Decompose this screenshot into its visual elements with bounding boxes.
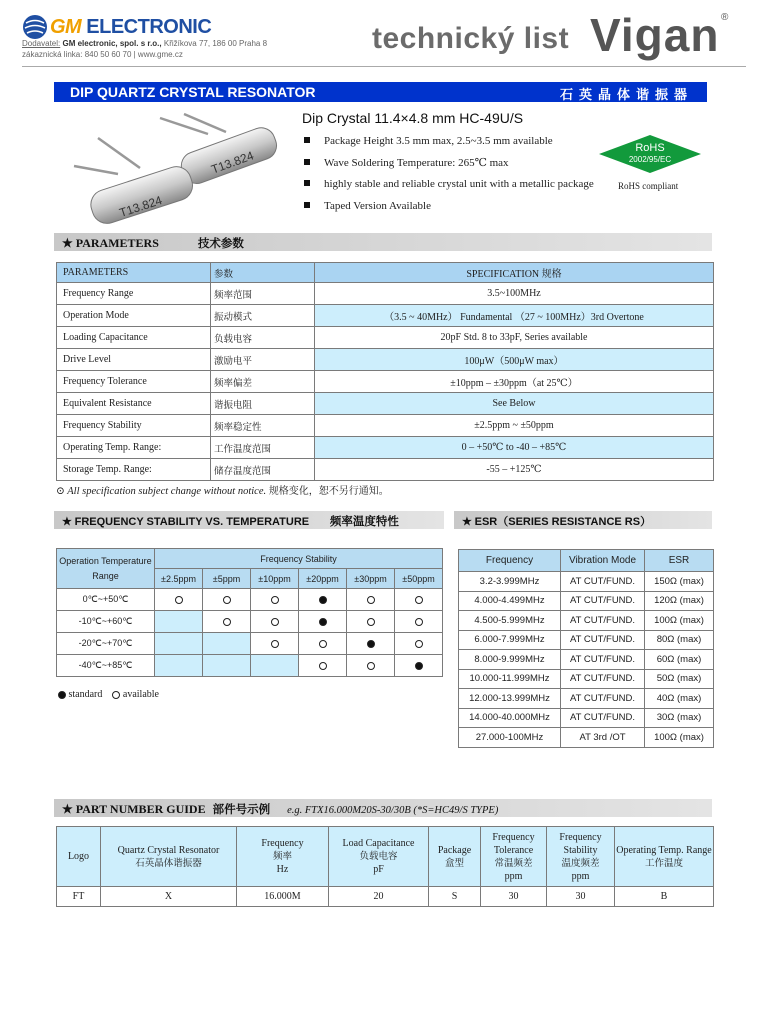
available-circle-icon <box>415 596 423 604</box>
esr-cell: 10.000-11.999MHz <box>459 669 561 689</box>
esr-cell: 150Ω (max) <box>645 572 714 592</box>
header-divider <box>22 66 746 67</box>
bullet-square-icon <box>304 202 310 208</box>
stability-cell <box>395 589 443 611</box>
freq-stability-table <box>56 548 443 677</box>
part-number-value-cell: 30 <box>481 887 547 907</box>
star-icon: ★ <box>462 516 472 528</box>
freq-stability-title-cn: 频率温度特性 <box>329 514 399 528</box>
esr-cell: 3.2-3.999MHz <box>459 572 561 592</box>
available-circle-icon <box>367 618 375 626</box>
esr-table <box>458 549 714 748</box>
stability-cell <box>347 611 395 633</box>
part-number-value-cell: B <box>615 887 714 907</box>
table-row <box>57 589 443 611</box>
part-number-value-cell: 20 <box>329 887 429 907</box>
available-circle-icon <box>175 596 183 604</box>
esr-cell: AT CUT/FUND. <box>561 708 645 728</box>
table-header-row <box>57 827 714 887</box>
empty-cell <box>155 611 203 633</box>
table-row: Frequency Tolerance 频率偏差 ±10ppm – ±30ppm（at 25℃） <box>57 371 714 393</box>
esr-cell: 6.000-7.999MHz <box>459 630 561 650</box>
esr-cell: 14.000-40.000MHz <box>459 708 561 728</box>
bullet-square-icon <box>304 159 310 165</box>
table-row <box>459 611 714 631</box>
esr-cell: AT 3rd /OT <box>561 728 645 748</box>
table-row <box>57 633 443 655</box>
vigan-logo-text: Vigan <box>590 9 720 61</box>
part-number-value-cell: 30 <box>547 887 615 907</box>
parameters-table <box>56 262 714 481</box>
table-row <box>459 650 714 670</box>
star-icon: ★ <box>62 802 73 816</box>
esr-cell: 100Ω (max) <box>645 611 714 631</box>
stability-cell <box>395 611 443 633</box>
table-row <box>459 689 714 709</box>
crystal-photo <box>60 110 286 226</box>
stability-cell <box>347 655 395 677</box>
part-number-header-cell: Frequency Stability 温度频差 ppm <box>547 827 615 887</box>
temperature-range-cell: -20℃~+70℃ <box>57 633 155 655</box>
distributor-address: Křižíkova 77, 186 00 Praha 8 <box>163 39 268 48</box>
part-number-value-cell: 16.000M <box>237 887 329 907</box>
crystal-front <box>74 138 196 226</box>
stability-cell <box>299 611 347 633</box>
part-number-value-cell: FT <box>57 887 101 907</box>
stability-cell <box>251 589 299 611</box>
available-circle-icon <box>271 640 279 648</box>
table-header-row: ±2.5ppm ±5ppm ±10ppm ±20ppm ±30ppm ±50ppm <box>57 569 443 589</box>
available-circle-icon <box>319 640 327 648</box>
table-header-row: PARAMETERS 参数 SPECIFICATION 规格 <box>57 263 714 283</box>
table-row: Operation Mode 振动模式 （3.5 ~ 40MHz） Fundamental （27 ~ 100MHz）3rd Overtone <box>57 305 714 327</box>
stability-cell <box>299 589 347 611</box>
rohs-line2: 2002/95/EC <box>628 155 672 164</box>
table-row: Frequency Stability 频率稳定性 ±2.5ppm ~ ±50ppm <box>57 415 714 437</box>
distributor-name: GM electronic, spol. s r.o., <box>62 39 162 48</box>
table-row <box>459 591 714 611</box>
part-number-header-cell: Load Capacitance 负载电容 pF <box>329 827 429 887</box>
title-cn: 石英晶体谐振器 <box>559 88 693 103</box>
part-number-section-bar <box>54 799 712 817</box>
stability-cell <box>155 589 203 611</box>
available-circle-icon <box>367 662 375 670</box>
star-icon: ★ <box>62 516 72 528</box>
available-circle-icon <box>367 596 375 604</box>
vigan-logo <box>590 8 730 62</box>
feature-item: Package Height 3.5 mm max, 2.5~3.5 mm available <box>304 133 624 155</box>
star-icon: ★ <box>62 236 73 250</box>
note-en: All specification subject change without notice. <box>67 486 267 497</box>
empty-cell <box>251 655 299 677</box>
empty-cell <box>155 655 203 677</box>
gm-logo-main: GM <box>50 16 82 38</box>
table-row <box>459 572 714 592</box>
esr-cell: 27.000-100MHz <box>459 728 561 748</box>
esr-cell: 4.000-4.499MHz <box>459 591 561 611</box>
product-title-bar <box>54 82 707 102</box>
part-number-title-cn: 部件号示例 <box>212 802 271 816</box>
part-number-table <box>56 826 714 907</box>
standard-dot-icon <box>367 640 375 648</box>
part-number-value-cell: X <box>101 887 237 907</box>
freq-stability-section-bar <box>54 511 444 529</box>
part-number-header-cell: Operating Temp. Range 工作温度 <box>615 827 714 887</box>
available-circle-icon <box>223 596 231 604</box>
stability-cell <box>203 611 251 633</box>
bullet-square-icon <box>304 180 310 186</box>
stability-cell <box>299 633 347 655</box>
table-row <box>57 887 714 907</box>
available-circle-icon <box>112 691 120 699</box>
distributor-label: Dodavatel: <box>22 39 61 48</box>
part-number-header-cell: Frequency Tolerance 常温频差 ppm <box>481 827 547 887</box>
temperature-range-cell: -40℃~+85℃ <box>57 655 155 677</box>
esr-cell: AT CUT/FUND. <box>561 669 645 689</box>
stability-cell <box>395 633 443 655</box>
table-row: Frequency Range 频率范围 3.5~100MHz <box>57 283 714 305</box>
part-number-header-cell: Quartz Crystal Resonator 石英晶体谐振器 <box>101 827 237 887</box>
esr-cell: AT CUT/FUND. <box>561 572 645 592</box>
stability-cell <box>299 655 347 677</box>
esr-cell: AT CUT/FUND. <box>561 630 645 650</box>
stability-cell <box>347 589 395 611</box>
temperature-range-cell: 0℃~+50℃ <box>57 589 155 611</box>
stability-cell <box>395 655 443 677</box>
esr-cell: 12.000-13.999MHz <box>459 689 561 709</box>
available-circle-icon <box>223 618 231 626</box>
available-circle-icon <box>319 662 327 670</box>
spec-change-note <box>56 482 389 497</box>
table-row <box>459 708 714 728</box>
crystal-marking-front: T13.824 <box>117 193 164 220</box>
company-info <box>22 38 267 60</box>
part-number-header-cell: Package 盒型 <box>429 827 481 887</box>
feature-item: Taped Version Available <box>304 198 624 220</box>
table-row <box>57 611 443 633</box>
standard-dot-icon <box>319 596 327 604</box>
table-row: Loading Capacitance 负载电容 20pF Std. 8 to 33pF, Series available <box>57 327 714 349</box>
available-circle-icon <box>271 618 279 626</box>
title-en: DIP QUARTZ CRYSTAL RESONATOR <box>70 84 316 100</box>
gm-globe-icon <box>22 14 48 40</box>
legend-standard: standard <box>68 689 103 700</box>
stability-cell <box>347 633 395 655</box>
freq-stability-title-en: FREQUENCY STABILITY VS. TEMPERATURE <box>74 516 310 528</box>
stability-cell <box>251 633 299 655</box>
empty-cell <box>203 655 251 677</box>
stability-cell <box>251 611 299 633</box>
table-row: Storage Temp. Range: 储存温度范围 -55 – +125℃ <box>57 459 714 481</box>
feature-item: Wave Soldering Temperature: 265℃ max <box>304 155 624 177</box>
empty-cell <box>155 633 203 655</box>
gm-logo-suffix: ELECTRONIC <box>86 16 212 38</box>
table-row <box>57 655 443 677</box>
esr-cell: 40Ω (max) <box>645 689 714 709</box>
esr-section-bar <box>454 511 712 529</box>
standard-dot-icon <box>58 691 66 699</box>
esr-cell: 4.500-5.999MHz <box>459 611 561 631</box>
esr-title: ESR（SERIES RESISTANCE RS） <box>474 516 652 528</box>
part-number-value-cell: S <box>429 887 481 907</box>
feature-list <box>304 133 624 219</box>
table-row: Equivalent Resistance 谐振电阻 See Below <box>57 393 714 415</box>
esr-cell: AT CUT/FUND. <box>561 650 645 670</box>
part-number-header-cell: Frequency 频率 Hz <box>237 827 329 887</box>
customer-line: zákaznická linka: 840 50 60 70 | www.gme.cz <box>22 50 183 59</box>
esr-cell: AT CUT/FUND. <box>561 591 645 611</box>
doc-type-title: technický list <box>372 22 570 55</box>
part-number-header-cell: Logo <box>57 827 101 887</box>
table-row <box>459 728 714 748</box>
product-name: Dip Crystal 11.4×4.8 mm HC-49U/S <box>302 110 524 126</box>
esr-cell: 60Ω (max) <box>645 650 714 670</box>
freq-stability-legend <box>58 689 159 700</box>
table-row <box>459 669 714 689</box>
feature-item: highly stable and reliable crystal unit with a metallic package <box>304 176 624 198</box>
table-header-row: Frequency Vibration Mode ESR <box>459 550 714 572</box>
empty-cell <box>203 633 251 655</box>
part-number-title-en: PART NUMBER GUIDE <box>75 802 206 816</box>
standard-dot-icon <box>319 618 327 626</box>
table-row: Drive Level 激励电平 100μW（500μW max） <box>57 349 714 371</box>
esr-cell: 80Ω (max) <box>645 630 714 650</box>
stability-cell <box>203 589 251 611</box>
bullet-square-icon <box>304 137 310 143</box>
parameters-title-en: PARAMETERS <box>75 236 159 250</box>
rohs-badge <box>598 134 702 174</box>
rohs-caption: RoHS compliant <box>618 181 679 191</box>
parameters-title-cn: 技术参数 <box>197 236 244 250</box>
esr-cell: AT CUT/FUND. <box>561 689 645 709</box>
esr-cell: 100Ω (max) <box>645 728 714 748</box>
registered-mark: ® <box>721 12 730 23</box>
note-cn: 规格变化，恕不另行通知。 <box>268 486 389 497</box>
rohs-line1: RoHS <box>635 142 665 154</box>
esr-cell: 120Ω (max) <box>645 591 714 611</box>
part-number-example: e.g. FTX16.000M20S-30/30B (*S=HC49/S TYPE) <box>287 805 499 816</box>
legend-available: available <box>122 689 159 700</box>
parameters-section-bar <box>54 233 712 251</box>
table-row <box>459 630 714 650</box>
available-circle-icon <box>415 640 423 648</box>
esr-cell: 50Ω (max) <box>645 669 714 689</box>
available-circle-icon <box>271 596 279 604</box>
available-circle-icon <box>415 618 423 626</box>
table-row: Operating Temp. Range: 工作温度范围 0 – +50℃ to -40 – +85℃ <box>57 437 714 459</box>
esr-cell: 30Ω (max) <box>645 708 714 728</box>
note-symbol: ⊙ <box>56 486 65 497</box>
temperature-range-cell: -10℃~+60℃ <box>57 611 155 633</box>
crystal-marking-back: T13.824 <box>209 148 256 177</box>
standard-dot-icon <box>415 662 423 670</box>
esr-cell: AT CUT/FUND. <box>561 611 645 631</box>
table-header-row: Operation Temperature Range Frequency Stability <box>57 549 443 569</box>
esr-cell: 8.000-9.999MHz <box>459 650 561 670</box>
